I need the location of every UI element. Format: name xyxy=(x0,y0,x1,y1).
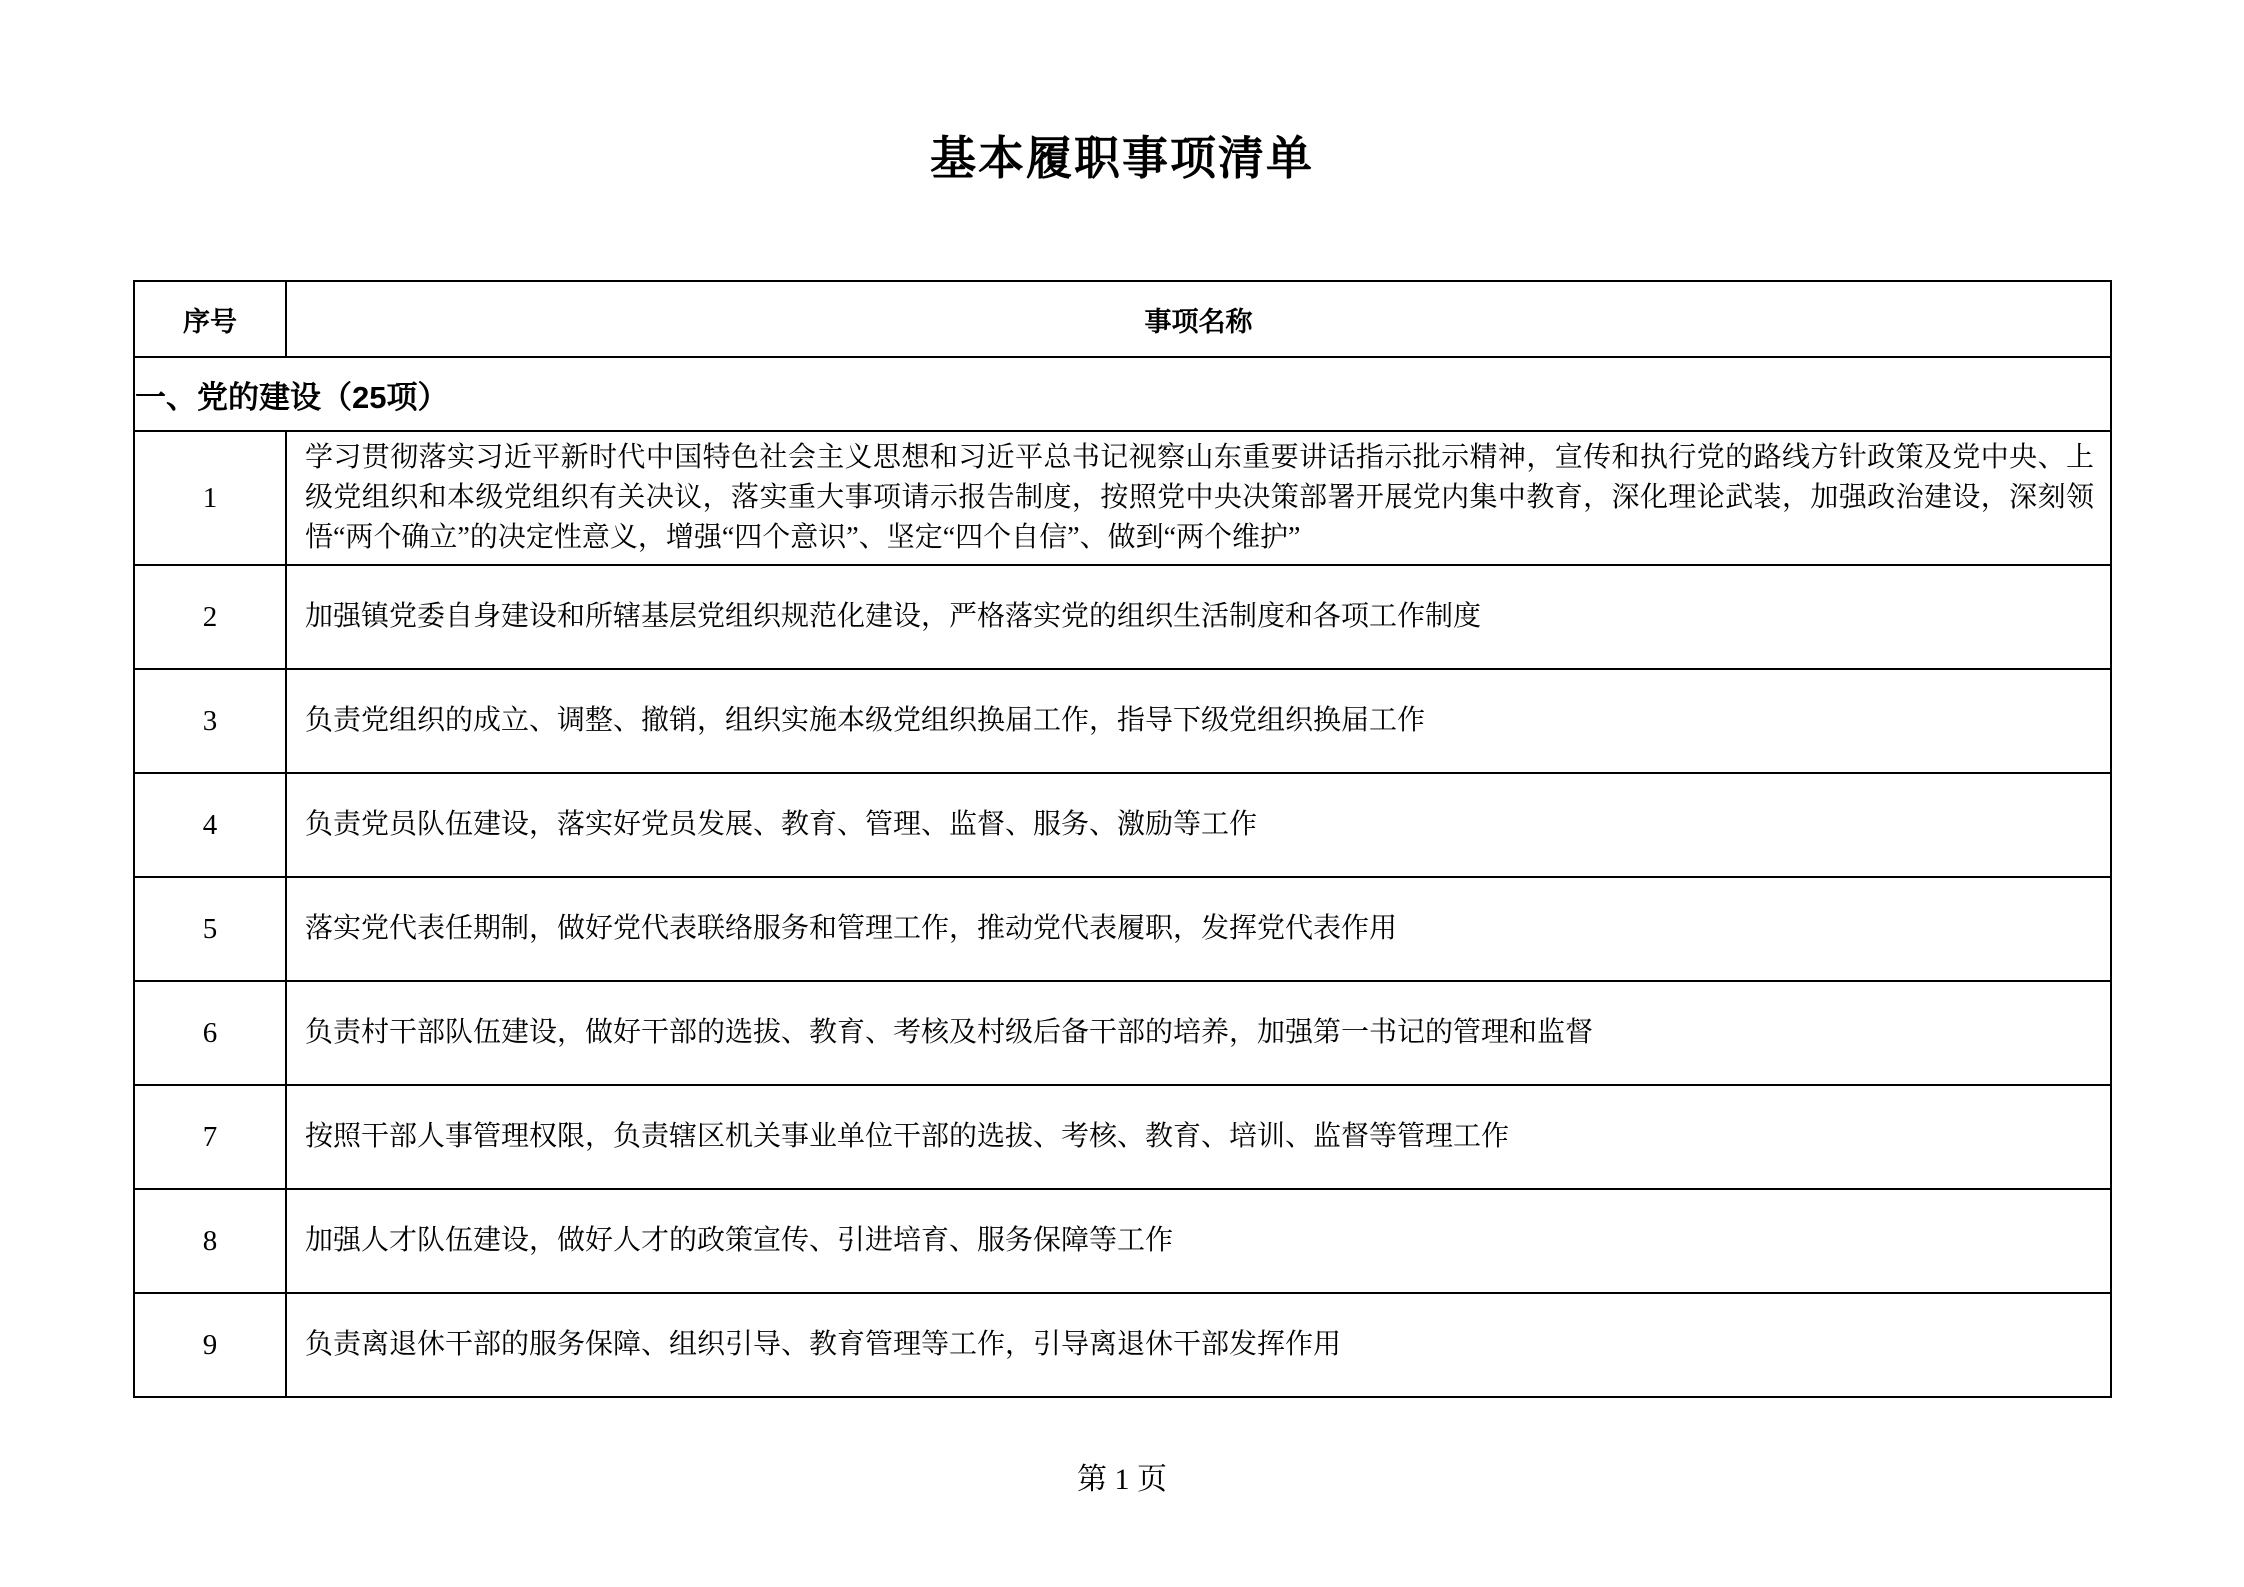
page-number: 第 1 页 xyxy=(1077,1463,1167,1496)
row-index: 4 xyxy=(134,773,286,877)
column-header-index: 序号 xyxy=(134,281,286,357)
duty-items-table xyxy=(133,280,2112,1398)
row-text: 负责党组织的成立、调整、撤销，组织实施本级党组织换届工作，指导下级党组织换届工作 xyxy=(286,669,2111,773)
section-header-row xyxy=(134,357,2111,431)
row-text: 学习贯彻落实习近平新时代中国特色社会主义思想和习近平总书记视察山东重要讲话指示批示精神，宣传和执行党的路线方针政策及党中央、上级党组织和本级党组织有关决议，落实重大事项请示报告制度，按照党中央决策部署开展党内集中教育，深化理论武装，加强政治建设，深刻领悟“两个确立”的决定性意义，增强“四个意识”、坚定“四个自信”、做到“两个维护” xyxy=(286,431,2111,565)
row-text: 落实党代表任期制，做好党代表联络服务和管理工作，推动党代表履职，发挥党代表作用 xyxy=(286,877,2111,981)
row-index: 5 xyxy=(134,877,286,981)
table-row xyxy=(134,773,2111,877)
table-row xyxy=(134,431,2111,565)
row-index: 6 xyxy=(134,981,286,1085)
row-index: 9 xyxy=(134,1293,286,1397)
table-row xyxy=(134,981,2111,1085)
row-index: 7 xyxy=(134,1085,286,1189)
table-body xyxy=(134,281,2111,1397)
row-index: 8 xyxy=(134,1189,286,1293)
section-header-label: 一、党的建设（25项） xyxy=(134,357,2111,431)
row-text: 负责村干部队伍建设，做好干部的选拔、教育、考核及村级后备干部的培养，加强第一书记的管理和监督 xyxy=(286,981,2111,1085)
row-index: 2 xyxy=(134,565,286,669)
table-header-row xyxy=(134,281,2111,357)
table-row xyxy=(134,1293,2111,1397)
row-index: 3 xyxy=(134,669,286,773)
table-row xyxy=(134,565,2111,669)
row-text: 按照干部人事管理权限，负责辖区机关事业单位干部的选拔、考核、教育、培训、监督等管理工作 xyxy=(286,1085,2111,1189)
row-text: 加强镇党委自身建设和所辖基层党组织规范化建设，严格落实党的组织生活制度和各项工作制度 xyxy=(286,565,2111,669)
row-text: 负责离退休干部的服务保障、组织引导、教育管理等工作，引导离退休干部发挥作用 xyxy=(286,1293,2111,1397)
row-index: 1 xyxy=(134,431,286,565)
table-row xyxy=(134,669,2111,773)
row-text: 负责党员队伍建设，落实好党员发展、教育、管理、监督、服务、激励等工作 xyxy=(286,773,2111,877)
row-text: 加强人才队伍建设，做好人才的政策宣传、引进培育、服务保障等工作 xyxy=(286,1189,2111,1293)
table-row xyxy=(134,1085,2111,1189)
column-header-name: 事项名称 xyxy=(286,281,2111,357)
table-row xyxy=(134,877,2111,981)
page-title: 基本履职事项清单 xyxy=(930,133,1314,184)
table-row xyxy=(134,1189,2111,1293)
